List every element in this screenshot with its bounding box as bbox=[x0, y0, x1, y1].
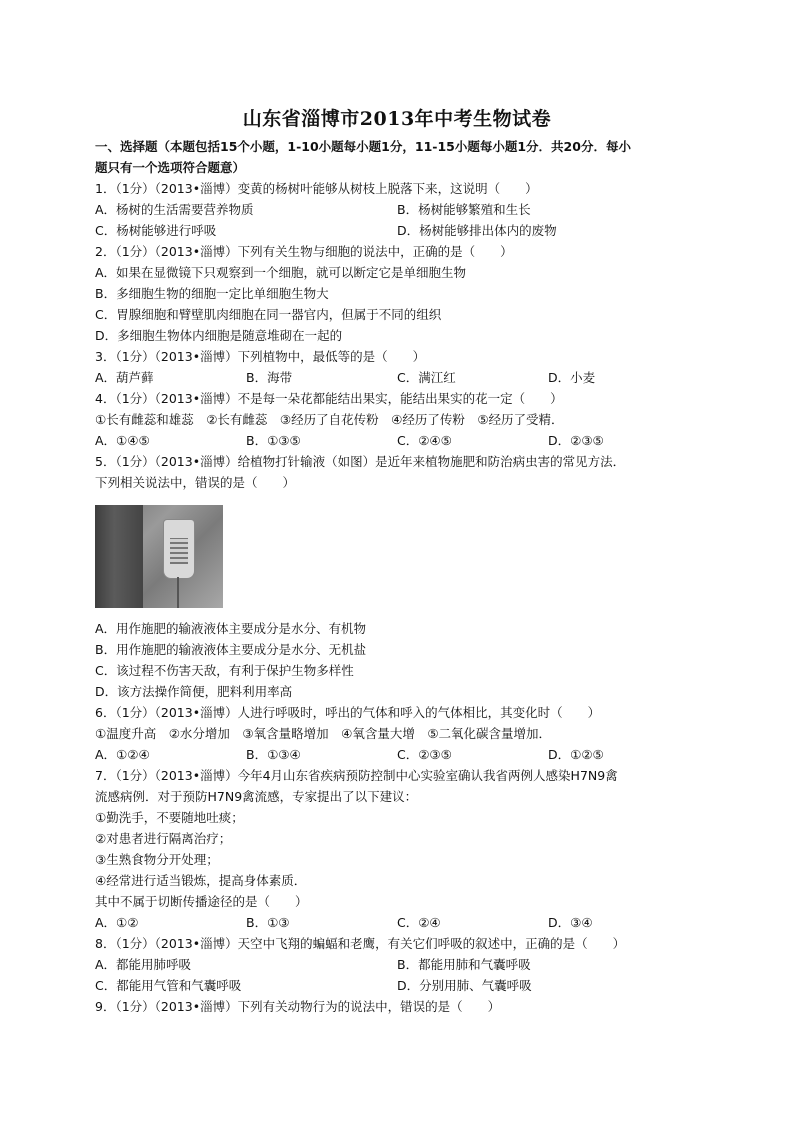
q4-option-d: D．②③⑤ bbox=[548, 433, 604, 448]
q7-suggestion-3: ③生熟食物分开处理； bbox=[95, 852, 219, 867]
q1-option-a: A．杨树的生活需要营养物质 bbox=[95, 202, 254, 217]
question-7-stem-cont: 流感病例．对于预防H7N9禽流感，专家提出了以下建议： bbox=[95, 789, 418, 804]
question-1-stem: 1．（1分）（2013•淄博）变黄的杨树叶能够从树枝上脱落下来，这说明（ ） bbox=[95, 181, 538, 196]
section-heading: 一、选择题（本题包括15个小题，1-10小题每小题1分，11-15小题每小题1分．共20分．每小 bbox=[95, 139, 631, 154]
q1-option-d: D．杨树能够排出体内的废物 bbox=[397, 223, 557, 238]
q7-suggestion-2: ②对患者进行隔离治疗； bbox=[95, 831, 232, 846]
q6-option-b: B．①③④ bbox=[246, 747, 301, 762]
tree-iv-drip-photo bbox=[95, 505, 223, 608]
question-2-stem: 2．（1分）（2013•淄博）下列有关生物与细胞的说法中，正确的是（ ） bbox=[95, 244, 513, 259]
q7-option-c: C．②④ bbox=[397, 915, 441, 930]
q7-suggestion-4: ④经常进行适当锻炼，提高身体素质． bbox=[95, 873, 307, 888]
q3-option-a: A．葫芦藓 bbox=[95, 370, 154, 385]
q8-option-c: C．都能用气管和气囊呼吸 bbox=[95, 978, 242, 993]
q8-option-b: B．都能用肺和气囊呼吸 bbox=[397, 957, 531, 972]
q2-option-d: D．多细胞生物体内细胞是随意堆砌在一起的 bbox=[95, 328, 343, 343]
tree-trunk bbox=[95, 505, 143, 608]
q3-option-d: D．小麦 bbox=[548, 370, 596, 385]
q8-option-a: A．都能用肺呼吸 bbox=[95, 957, 192, 972]
q7-suggestion-1: ①勤洗手，不要随地吐痰； bbox=[95, 810, 244, 825]
question-4-stem: 4．（1分）（2013•淄博）不是每一朵花都能结出果实，能结出果实的花一定（ ） bbox=[95, 391, 563, 406]
q3-option-c: C．满江红 bbox=[397, 370, 456, 385]
q2-option-c: C．胃腺细胞和臂壁肌肉细胞在同一器官内，但属于不同的组织 bbox=[95, 307, 442, 322]
q7-question: 其中不属于切断传播途径的是（ ） bbox=[95, 894, 308, 909]
question-5-stem-cont: 下列相关说法中，错误的是（ ） bbox=[95, 475, 296, 490]
question-7-stem: 7．（1分）（2013•淄博）今年4月山东省疾病预防控制中心实验室确认我省两例人感染H7N9禽 bbox=[95, 768, 618, 783]
q1-option-c: C．杨树能够进行呼吸 bbox=[95, 223, 217, 238]
question-8-stem: 8．（1分）（2013•淄博）天空中飞翔的蝙蝠和老鹰，有关它们呼吸的叙述中，正确的是（ ） bbox=[95, 936, 626, 951]
q5-option-c: C．该过程不伤害天敌，有利于保护生物多样性 bbox=[95, 663, 354, 678]
question-6-stem: 6．（1分）（2013•淄博）人进行呼吸时，呼出的气体和呼入的气体相比，其变化时（ ） bbox=[95, 705, 601, 720]
q2-option-a: A．如果在显微镜下只观察到一个细胞，就可以断定它是单细胞生物 bbox=[95, 265, 467, 280]
q4-option-b: B．①③⑤ bbox=[246, 433, 301, 448]
q7-option-d: D．③④ bbox=[548, 915, 593, 930]
q6-option-c: C．②③⑤ bbox=[397, 747, 452, 762]
q4-option-c: C．②④⑤ bbox=[397, 433, 452, 448]
q7-option-a: A．①② bbox=[95, 915, 139, 930]
q5-option-a: A．用作施肥的输液液体主要成分是水分、有机物 bbox=[95, 621, 367, 636]
question-5-stem: 5．（1分）（2013•淄博）给植物打针输液（如图）是近年来植物施肥和防治病虫害的常见方法． bbox=[95, 454, 626, 469]
question-3-stem: 3．（1分）（2013•淄博）下列植物中，最低等的是（ ） bbox=[95, 349, 426, 364]
q5-option-b: B．用作施肥的输液液体主要成分是水分、无机盐 bbox=[95, 642, 367, 657]
q2-option-b: B．多细胞生物的细胞一定比单细胞生物大 bbox=[95, 286, 329, 301]
exam-title: 山东省淄博市2013年中考生物试卷 bbox=[242, 108, 552, 130]
question-9-stem: 9．（1分）（2013•淄博）下列有关动物行为的说法中，错误的是（ ） bbox=[95, 999, 501, 1014]
q6-option-d: D．①②⑤ bbox=[548, 747, 604, 762]
q7-option-b: B．①③ bbox=[246, 915, 290, 930]
q4-items: ①长有雌蕊和雄蕊 ②长有雌蕊 ③经历了自花传粉 ④经历了传粉 ⑤经历了受精． bbox=[95, 412, 564, 427]
q6-option-a: A．①②④ bbox=[95, 747, 150, 762]
q1-option-b: B．杨树能够繁殖和生长 bbox=[397, 202, 531, 217]
q4-option-a: A．①④⑤ bbox=[95, 433, 150, 448]
q5-option-d: D．该方法操作简便，肥料利用率高 bbox=[95, 684, 293, 699]
q6-items: ①温度升高 ②水分增加 ③氧含量略增加 ④氧含量大增 ⑤二氧化碳含量增加． bbox=[95, 726, 552, 741]
drip-bag bbox=[163, 519, 195, 579]
drip-tube bbox=[177, 577, 179, 608]
q3-option-b: B．海带 bbox=[246, 370, 293, 385]
q8-option-d: D．分别用肺、气囊呼吸 bbox=[397, 978, 532, 993]
section-heading-cont: 题只有一个选项符合题意） bbox=[95, 160, 246, 175]
